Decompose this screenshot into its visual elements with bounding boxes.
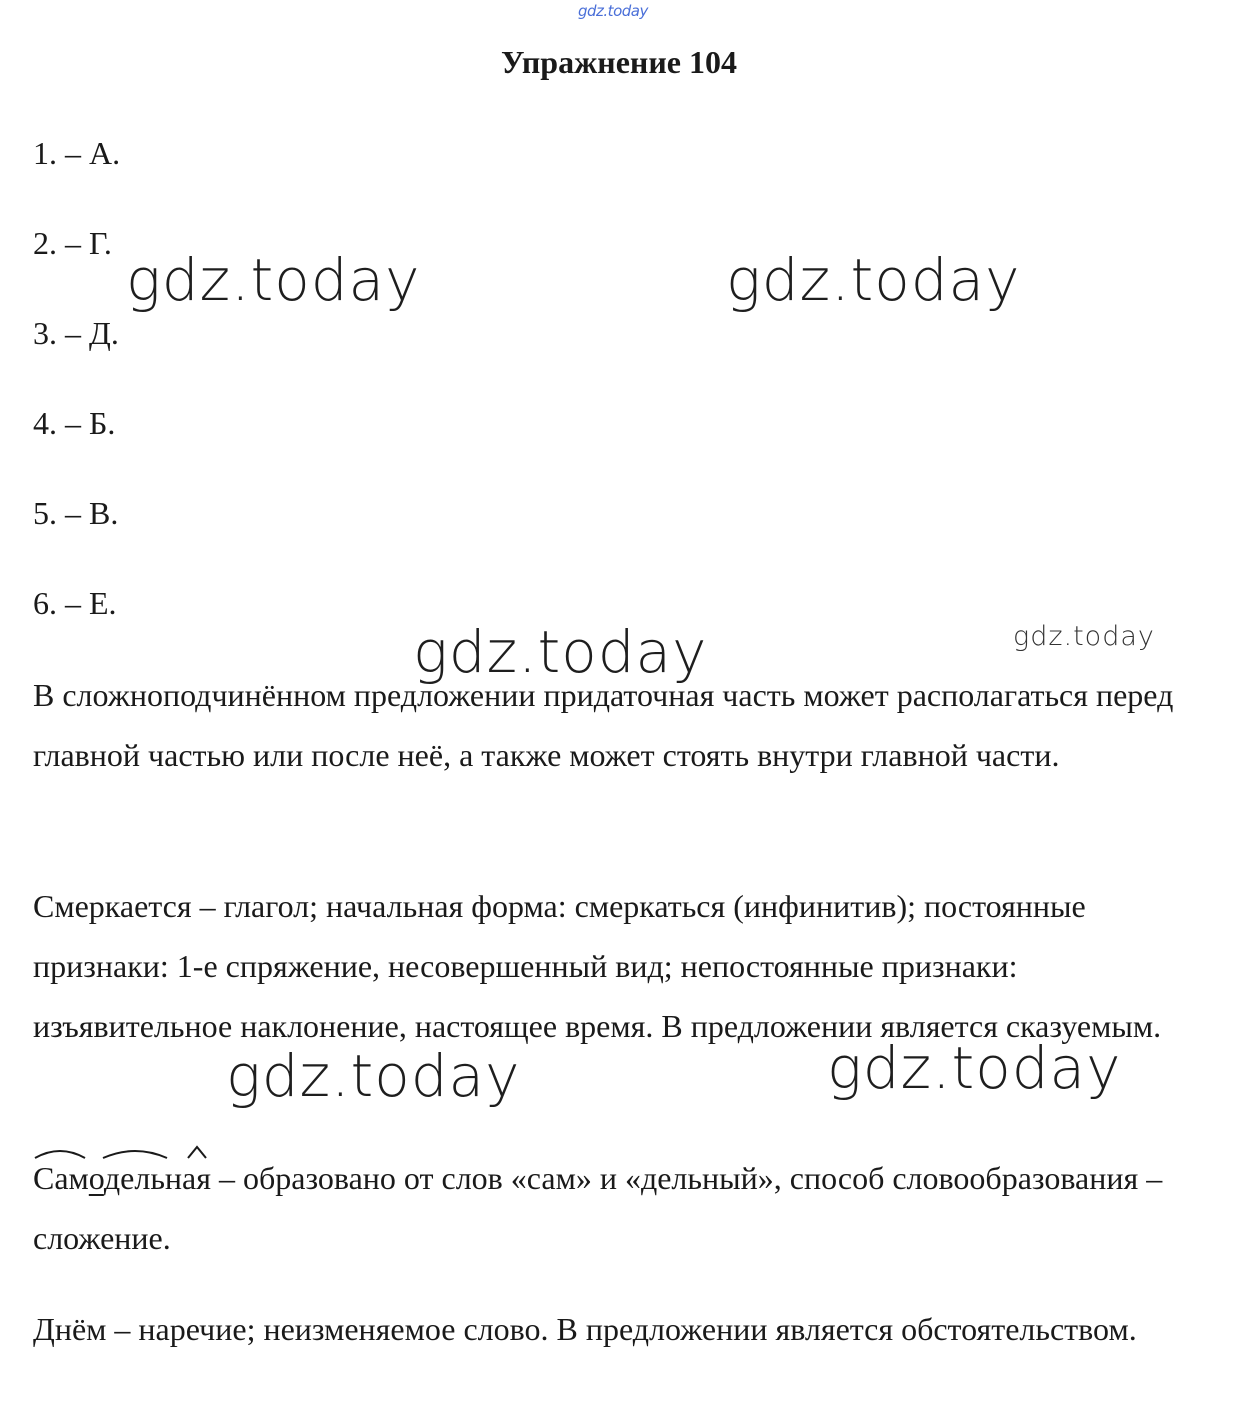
watermark: gdz.today bbox=[126, 246, 421, 314]
ending-aya: ая bbox=[182, 1160, 211, 1196]
watermark: gdz.today bbox=[726, 246, 1021, 314]
suffix-n: н bbox=[164, 1160, 183, 1196]
answer-item-5: 5. – В. bbox=[33, 495, 119, 531]
watermark: gdz.today bbox=[827, 1034, 1122, 1102]
answer-item-4: 4. – Б. bbox=[33, 405, 116, 441]
exercise-title: Упражнение 104 bbox=[500, 44, 737, 80]
root-sam: Сам bbox=[33, 1160, 89, 1196]
paragraph-adverb-analysis: Днём – наречие; неизменяемое слово. В предложении является обстоятельством. bbox=[33, 1311, 1137, 1347]
answer-item-3: 3. – Д. bbox=[33, 315, 119, 351]
watermark: gdz.today bbox=[226, 1042, 521, 1110]
answer-item-6: 6. – Е. bbox=[33, 585, 117, 621]
site-watermark-top: gdz.today bbox=[578, 2, 648, 20]
morpheme-marks-icon bbox=[33, 1142, 233, 1162]
word-formation-text: – образовано от слов «сам» и «дельный», способ словообразования – сложение. bbox=[33, 1160, 1163, 1256]
morphemic-word bbox=[33, 1148, 211, 1208]
paragraph-clause-position: В сложноподчинённом предложении придаточная часть может располагаться перед главной частью или после неё, а также может стоять внутри главной части. bbox=[33, 677, 1174, 773]
answer-item-2: 2. – Г. bbox=[33, 225, 112, 261]
connecting-vowel: о bbox=[88, 1160, 104, 1196]
paragraph-verb-analysis: Смеркается – глагол; начальная форма: смеркаться (инфинитив); постоянные признаки: 1-е спряжение, несовершенный вид; непостоянные признаки: изъявительное наклонение, настоящее время. В предложении является сказуемым. bbox=[33, 888, 1162, 1044]
root-del: дель bbox=[103, 1160, 165, 1196]
watermark: gdz.today bbox=[413, 618, 708, 686]
watermark: gdz.today bbox=[1013, 621, 1155, 652]
answer-item-1: 1. – А. bbox=[33, 135, 121, 171]
paragraph-word-formation bbox=[33, 1148, 1208, 1268]
